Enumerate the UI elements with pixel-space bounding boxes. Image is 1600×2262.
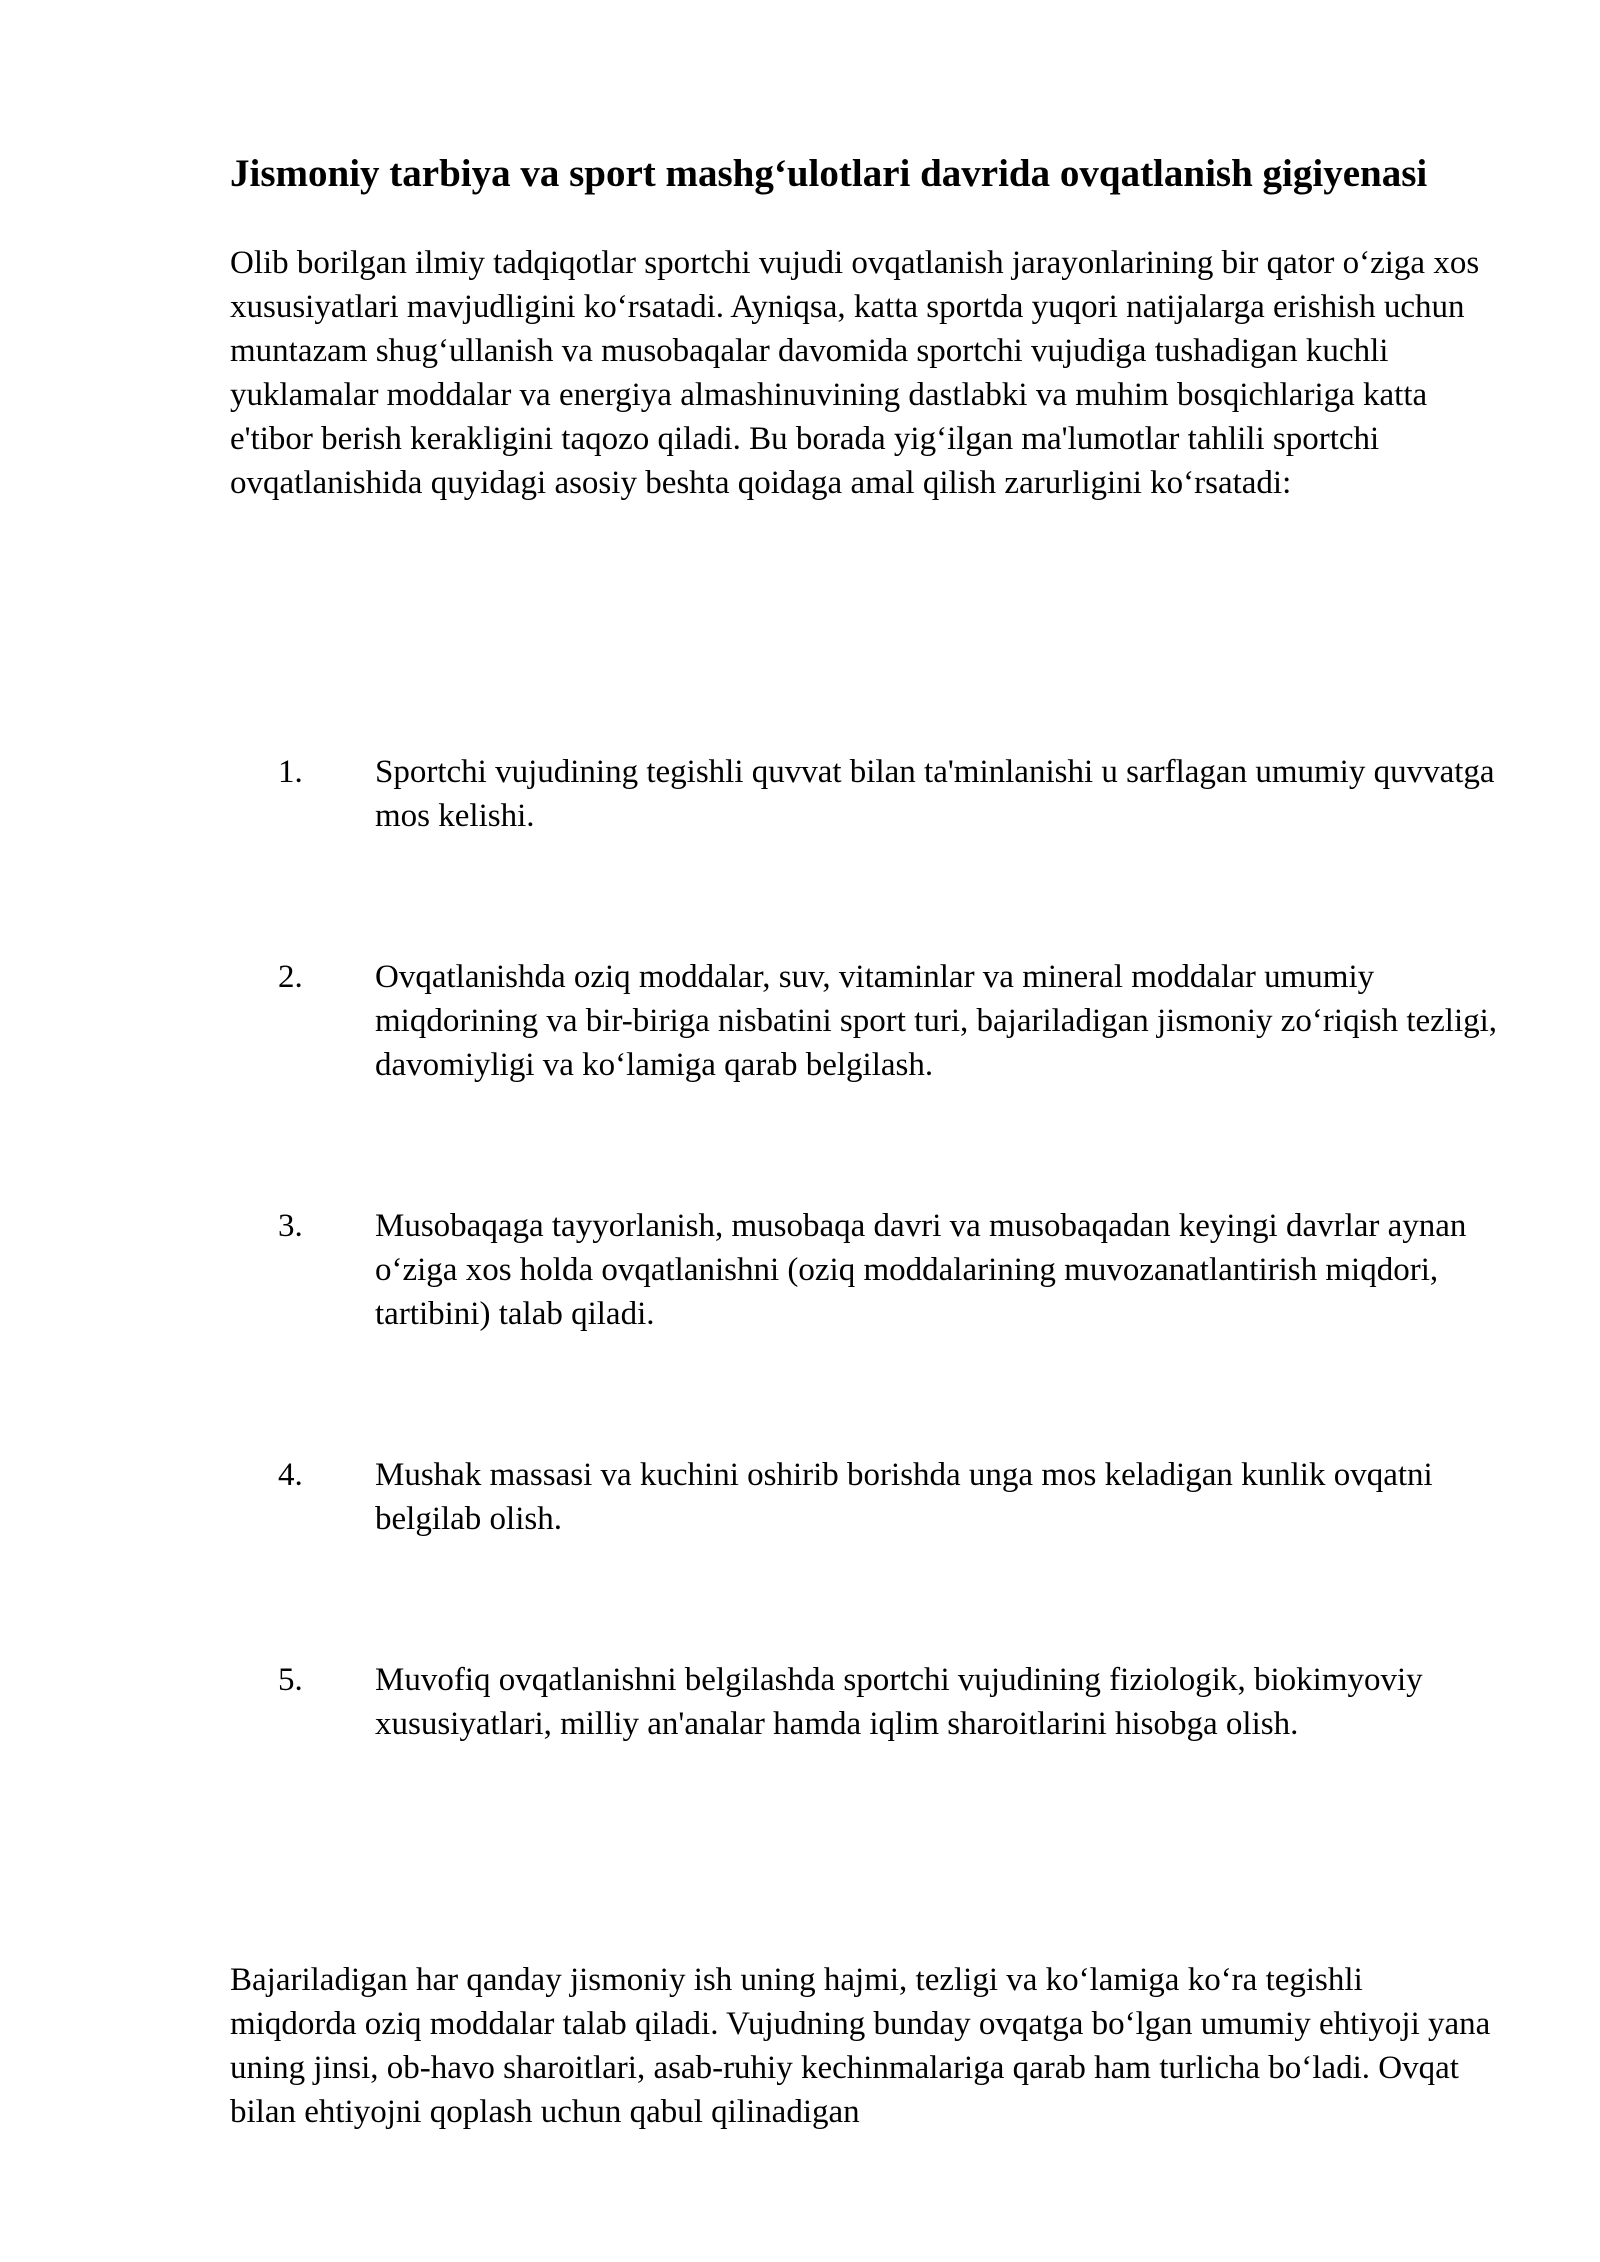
- list-item-text: Musobaqaga tayyorlanish, musobaqa davri va musobaqadan keyingi davrlar aynan o‘ziga xos holda ovqatlanishni (oziq moddalarining muvozanatlantirish miqdori, tartibini) talab qiladi.: [375, 1208, 1467, 1332]
- list-item-text: Sportchi vujudining tegishli quvvat bilan ta'minlanishi u sarflagan umumiy quvvatga mos kelishi.: [375, 754, 1495, 834]
- list-item-text: Mushak massasi va kuchini oshirib borishda unga mos keladigan kunlik ovqatni belgilab olish.: [375, 1457, 1433, 1537]
- document-title: Jismoniy tarbiya va sport mashg‘ulotlari davrida ovqatlanish gigiyenasi: [230, 152, 1428, 195]
- list-item-number: 1.: [278, 754, 303, 790]
- list-item-text: Ovqatlanishda oziq moddalar, suv, vitaminlar va mineral moddalar umumiy miqdorining va bir-biriga nisbatini sport turi, bajariladigan jismoniy zo‘riqish tezligi, davomiyligi va ko‘lamiga qarab belgilash.: [375, 959, 1498, 1083]
- document-page: [230, 150, 1498, 2130]
- list-item-number: 3.: [278, 1208, 303, 1244]
- closing-paragraph: Bajariladigan har qanday jismoniy ish uning hajmi, tezligi va ko‘lamiga ko‘ra tegishli miqdorda oziq moddalar talab qiladi. Vujudning bunday ovqatga bo‘lgan umumiy ehtiyoji yana uning jinsi, ob-havo sharoitlari, asab-ruhiy kechinmalariga qarab ham turlicha bo‘ladi. Ovqat bilan ehtiyojni qoplash uchun qabul qilinadigan: [230, 1962, 1491, 2130]
- list-item-number: 5.: [278, 1662, 303, 1698]
- list-item-text: Muvofiq ovqatlanishni belgilashda sportchi vujudining fiziologik, biokimyoviy xususiyatlari, milliy an'analar hamda iqlim sharoitlarini hisobga olish.: [375, 1662, 1423, 1742]
- list-item-number: 2.: [278, 959, 303, 995]
- intro-paragraph: Olib borilgan ilmiy tadqiqotlar sportchi vujudi ovqatlanish jarayonlarining bir qator o‘ziga xos xususiyatlari mavjudligini ko‘rsatadi. Ayniqsa, katta sportda yuqori natijalarga erishish uchun muntazam shug‘ullanish va musobaqalar davomida sportchi vujudiga tushadigan kuchli yuklamalar moddalar va energiya almashinuvining dastlabki va muhim bosqichlariga katta e'tibor berish kerakligini taqozo qiladi. Bu borada yig‘ilgan ma'lumotlar tahlili sportchi ovqatlanishida quyidagi asosiy beshta qoidaga amal qilish zarurligini ko‘rsatadi:: [230, 245, 1480, 501]
- list-item-number: 4.: [278, 1457, 303, 1493]
